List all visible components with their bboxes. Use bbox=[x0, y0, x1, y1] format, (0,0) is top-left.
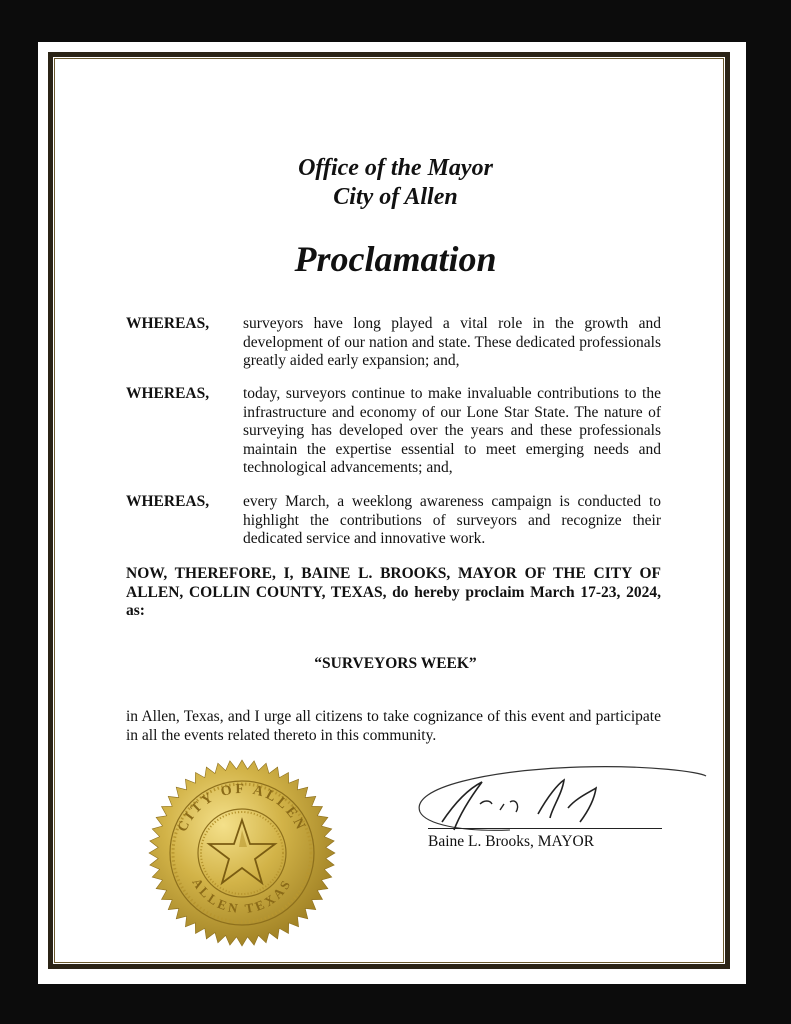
whereas-keyword: WHEREAS, bbox=[126, 493, 210, 510]
whereas-keyword: WHEREAS, bbox=[126, 385, 210, 402]
signature-line bbox=[428, 828, 662, 829]
star-seal-icon bbox=[147, 758, 337, 948]
signatory-name: Baine L. Brooks, MAYOR bbox=[428, 833, 595, 850]
city-heading: City of Allen bbox=[333, 184, 458, 210]
whereas-keyword: WHEREAS, bbox=[126, 315, 210, 332]
whereas-text: surveyors have long played a vital role in the growth and development of our nation and state. These dedicated professionals greatly aided early expansion; and, bbox=[243, 315, 661, 370]
closing-paragraph: in Allen, Texas, and I urge all citizens to take cognizance of this event and participate in all the events related thereto in this community. bbox=[126, 708, 661, 744]
office-heading: Office of the Mayor bbox=[298, 155, 493, 181]
observance-title: “SURVEYORS WEEK” bbox=[314, 655, 477, 672]
proclamation-statement: NOW, THEREFORE, I, BAINE L. BROOKS, MAYOR OF THE CITY OF ALLEN, COLLIN COUNTY, TEXAS, do hereby proclaim March 17-23, 2024, as: bbox=[126, 565, 661, 620]
whereas-text: every March, a weeklong awareness campaign is conducted to highlight the contributions of surveyors and recognize their dedicated service and innovative work. bbox=[243, 493, 661, 548]
proclamation-title: Proclamation bbox=[294, 239, 497, 279]
seal-text-top: CITY OF ALLEN bbox=[175, 781, 309, 835]
seal-text-bottom: ALLEN TEXAS bbox=[189, 875, 295, 917]
whereas-text: today, surveyors continue to make invaluable contributions to the infrastructure and economy of our Lone Star State. The nature of surveying has developed over the years and these professionals maintain the expertise essential to meet emerging needs and technological advancements; and, bbox=[243, 385, 661, 477]
